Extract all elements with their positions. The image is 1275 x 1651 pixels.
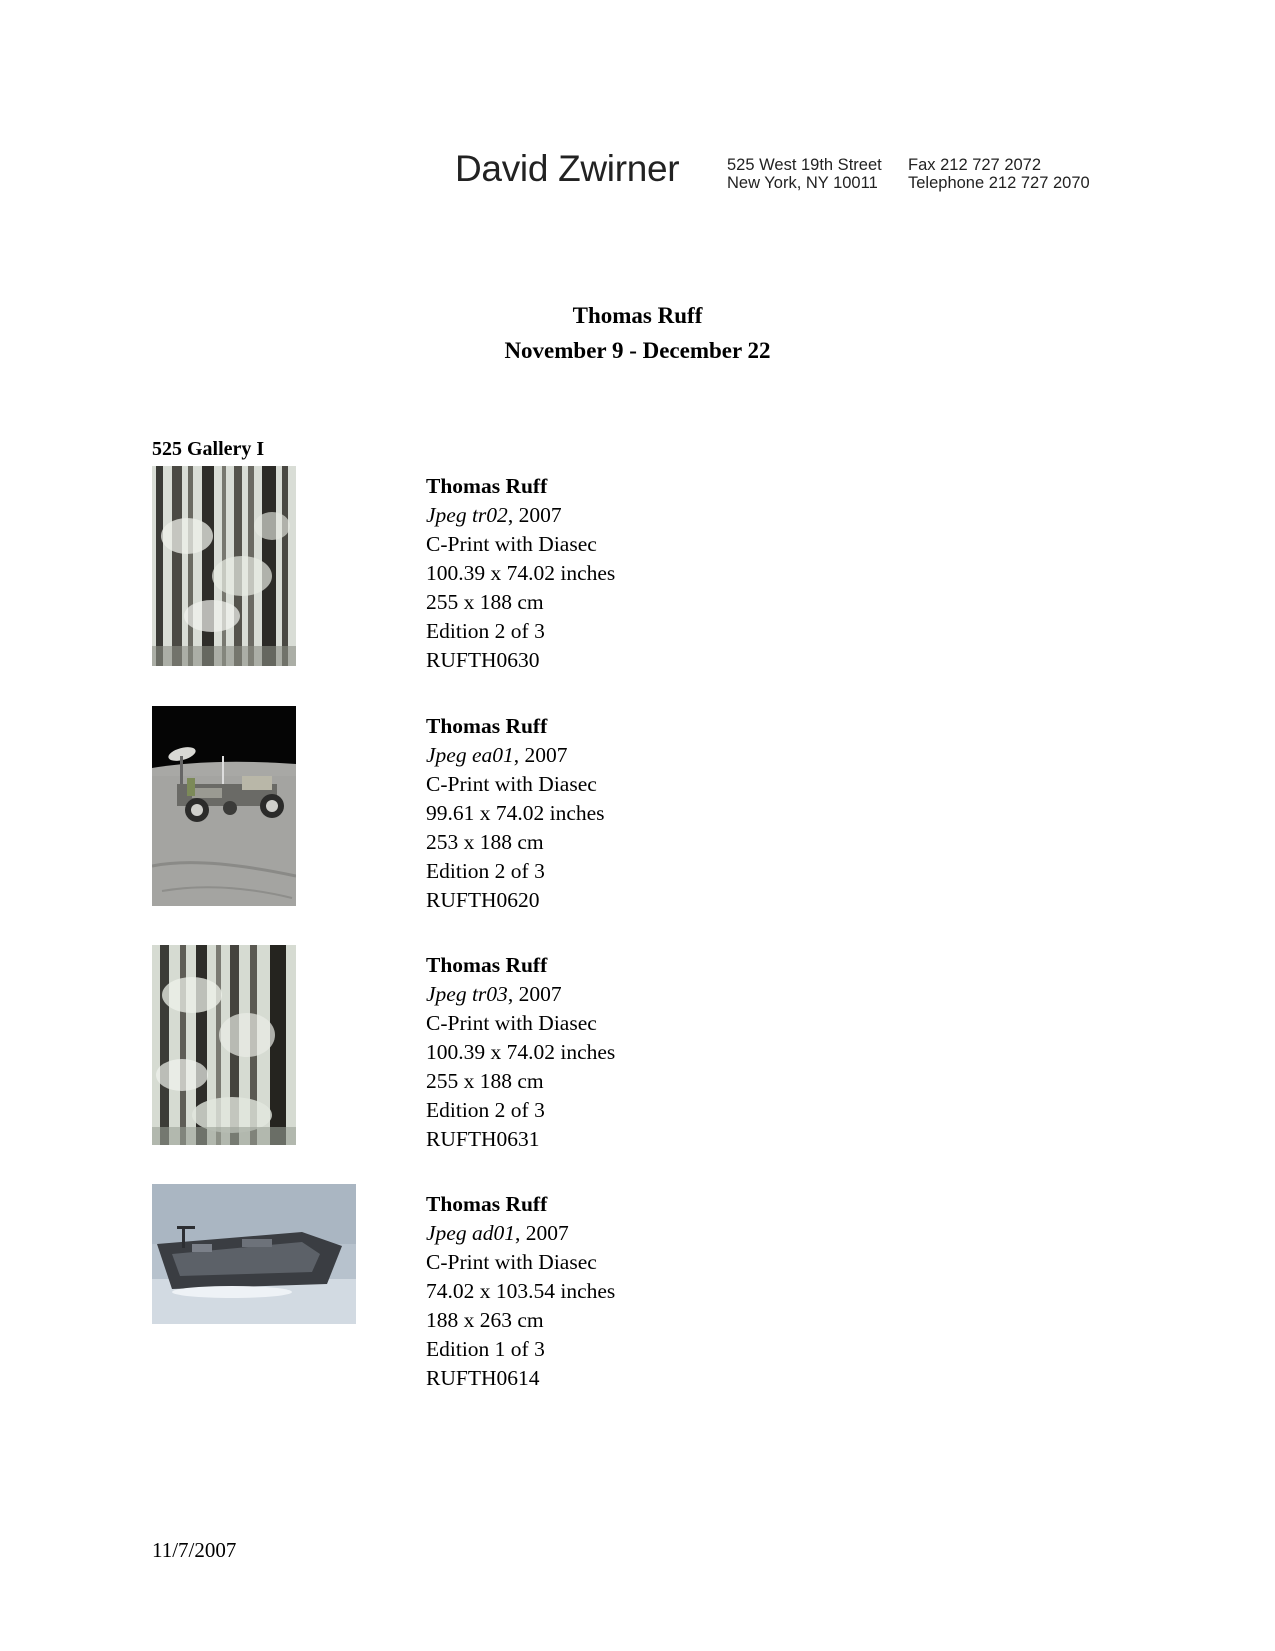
footer-date: 11/7/2007 [152, 1538, 237, 1562]
address-line-1: 525 West 19th Street [727, 156, 882, 174]
artwork-edition: Edition 2 of 3 [426, 859, 545, 883]
artwork-thumbnail [152, 945, 296, 1145]
gallery-contact [908, 156, 1090, 192]
artwork-title: Jpeg ea01 [426, 743, 514, 767]
artwork-artist: Thomas Ruff [426, 953, 548, 977]
telephone-number: Telephone 212 727 2070 [908, 174, 1090, 192]
artwork-size-cm: 253 x 188 cm [426, 830, 544, 854]
artwork-medium: C-Print with Diasec [426, 532, 597, 556]
artwork-caption [426, 1190, 615, 1393]
artwork-medium: C-Print with Diasec [426, 1250, 597, 1274]
artwork-thumbnail [152, 1184, 356, 1324]
artwork-title: Jpeg ad01 [426, 1221, 515, 1245]
artwork-caption [426, 472, 615, 675]
artwork-size-inches: 99.61 x 74.02 inches [426, 801, 605, 825]
artwork-inventory-number: RUFTH0614 [426, 1366, 540, 1390]
artwork-caption [426, 712, 605, 915]
lunar-rover-image [152, 706, 296, 906]
artwork-year: , 2007 [514, 1221, 569, 1245]
artwork-size-inches: 74.02 x 103.54 inches [426, 1279, 616, 1303]
artwork-thumbnail [152, 466, 296, 666]
artwork-artist: Thomas Ruff [426, 1192, 548, 1216]
artwork-edition: Edition 1 of 3 [426, 1337, 545, 1361]
artwork-caption [426, 951, 615, 1154]
exhibition-artist: Thomas Ruff [572, 303, 703, 328]
artwork-title: Jpeg tr03 [426, 982, 508, 1006]
forest-image [152, 945, 296, 1145]
artwork-title-line [426, 501, 615, 530]
exhibition-title-block [0, 298, 1275, 368]
wreck-on-ice-image [152, 1184, 356, 1324]
gallery-name: David Zwirner [455, 148, 680, 189]
artwork-artist: Thomas Ruff [426, 714, 548, 738]
fax-number: Fax 212 727 2072 [908, 156, 1042, 174]
artwork-size-cm: 255 x 188 cm [426, 1069, 544, 1093]
artwork-year: , 2007 [507, 982, 562, 1006]
artwork-medium: C-Print with Diasec [426, 772, 597, 796]
artwork-edition: Edition 2 of 3 [426, 1098, 545, 1122]
artwork-title-line [426, 1219, 615, 1248]
artwork-medium: C-Print with Diasec [426, 1011, 597, 1035]
artwork-size-inches: 100.39 x 74.02 inches [426, 1040, 616, 1064]
artwork-thumbnail [152, 706, 296, 906]
gallery-address [727, 156, 882, 192]
artwork-size-inches: 100.39 x 74.02 inches [426, 561, 616, 585]
artwork-edition: Edition 2 of 3 [426, 619, 545, 643]
address-line-2: New York, NY 10011 [727, 174, 878, 192]
artwork-inventory-number: RUFTH0620 [426, 888, 540, 912]
artwork-year: , 2007 [513, 743, 568, 767]
artwork-inventory-number: RUFTH0631 [426, 1127, 540, 1151]
artwork-title: Jpeg tr02 [426, 503, 508, 527]
artwork-size-cm: 255 x 188 cm [426, 590, 544, 614]
artwork-year: , 2007 [507, 503, 562, 527]
section-label: 525 Gallery I [152, 438, 265, 460]
artwork-inventory-number: RUFTH0630 [426, 648, 540, 672]
artwork-size-cm: 188 x 263 cm [426, 1308, 544, 1332]
artwork-artist: Thomas Ruff [426, 474, 548, 498]
artwork-title-line [426, 980, 615, 1009]
exhibition-dates: November 9 - December 22 [504, 338, 771, 363]
artwork-title-line [426, 741, 605, 770]
forest-image [152, 466, 296, 666]
